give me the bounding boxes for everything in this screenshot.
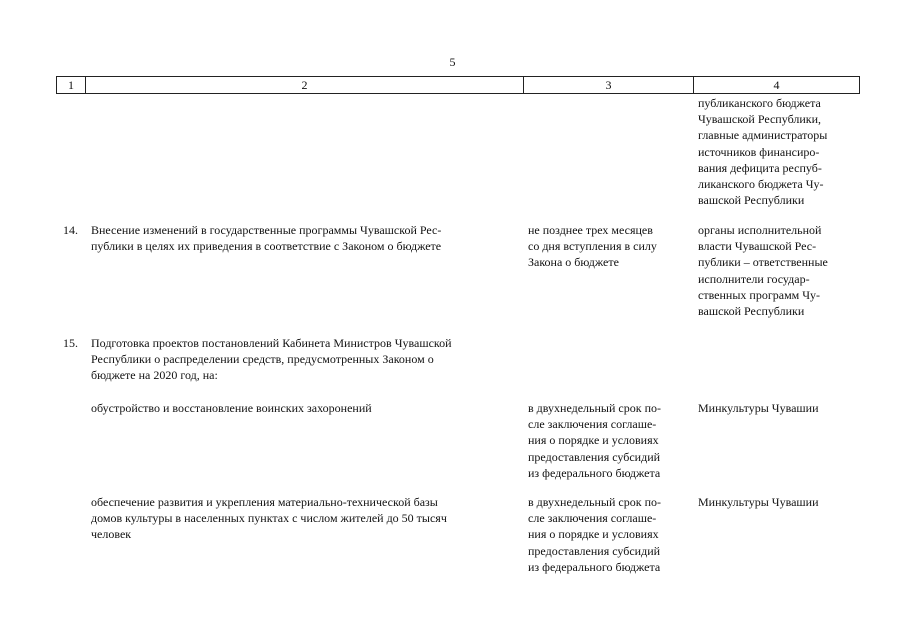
subrow-task: обеспечение развития и укрепления материально-технической базы домов культуры в населенных пунктах с числом жителей до 50 тысяч человек [91,495,447,542]
table-header-cell: 2 [86,77,524,93]
continuation-responsible: публиканского бюджета Чувашской Республики, главные администраторы источников финансиро- вания дефицита респуб- ликанского бюджета Чу- вашской Республики [698,96,828,208]
subrow-task: обустройство и восстановление воинских захоронений [91,401,372,415]
row-deadline: не позднее трех месяцев со дня вступления в силу Закона о бюджете [528,223,657,270]
row-task: Подготовка проектов постановлений Кабинета Министров Чувашской Республики о распределении средств, предусмотренных Законом о бюджете на 2020 год, на: [91,336,452,383]
row-responsible: органы исполнительной власти Чувашской Рес- публики – ответственные исполнители государ- ственных программ Чу- вашской Республики [698,223,828,319]
subrow-responsible: Минкультуры Чувашии [698,495,819,509]
row-number: 14. [63,223,78,237]
subrow-deadline: в двухнедельный срок по- сле заключения соглаше- ния о порядке и условиях предоставления субсидий из федерального бюджета [528,401,661,480]
table-header-cell: 4 [694,77,860,93]
subrow-responsible: Минкультуры Чувашии [698,401,819,415]
subrow-deadline: в двухнедельный срок по- сле заключения соглаше- ния о порядке и условиях предоставления субсидий из федерального бюджета [528,495,661,574]
row-number: 15. [63,336,78,350]
page-number: 5 [449,55,456,69]
table-header-cell: 1 [56,77,86,93]
table-header-cell: 3 [524,77,694,93]
table-header-row [56,76,860,94]
row-task: Внесение изменений в государственные программы Чувашской Рес- публики в целях их приведения в соответствие с Законом о бюджете [91,223,442,254]
